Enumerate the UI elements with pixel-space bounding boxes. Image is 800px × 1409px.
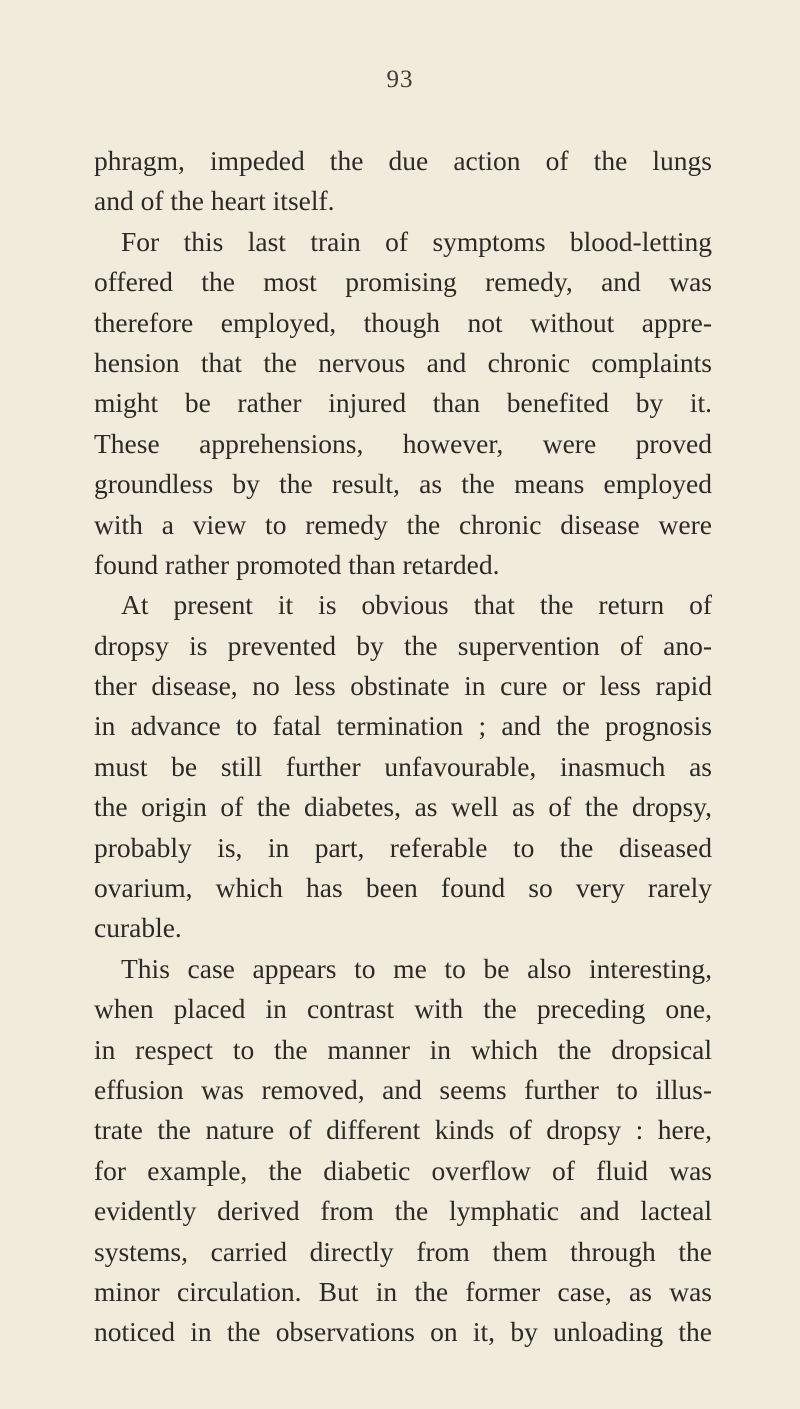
text-line: dropsy is prevented by the supervention of ano- (94, 629, 712, 661)
text-line: At present it is obvious that the return of (121, 589, 712, 621)
text-line: the origin of the diabetes, as well as of the dropsy, (94, 791, 712, 823)
text-line: ovarium, which has been found so very rarely (94, 872, 712, 904)
text-line: systems, carried directly from them through the (94, 1235, 712, 1267)
text-line: in advance to fatal termination ; and the prognosis (94, 710, 712, 742)
text-line: and of the heart itself. (94, 185, 335, 217)
text-line: hension that the nervous and chronic complaints (94, 346, 712, 378)
text-line: when placed in contrast with the preceding one, (94, 993, 712, 1025)
text-line: probably is, in part, referable to the diseased (94, 831, 712, 863)
text-line: for example, the diabetic overflow of fluid was (94, 1154, 712, 1186)
text-line: groundless by the result, as the means employed (94, 468, 712, 500)
text-line: phragm, impeded the due action of the lungs (94, 145, 712, 176)
text-line: must be still further unfavourable, inasmuch as (94, 750, 712, 782)
body-text (94, 141, 712, 1353)
text-line: noticed in the observations on it, by unloading the (94, 1316, 712, 1348)
text-line: This case appears to me to be also interesting, (121, 952, 712, 984)
text-line: found rather promoted than retarded. (94, 548, 500, 580)
text-line: might be rather injured than benefited by it. (94, 387, 712, 419)
text-line: therefore employed, though not without appre- (94, 306, 712, 338)
text-line: offered the most promising remedy, and was (94, 266, 712, 298)
text-line: These apprehensions, however, were proved (94, 427, 712, 459)
text-line: with a view to remedy the chronic disease were (94, 508, 712, 540)
text-line: For this last train of symptoms blood-letting (121, 225, 712, 257)
text-line: trate the nature of different kinds of dropsy : here, (94, 1114, 712, 1146)
text-line: ther disease, no less obstinate in cure or less rapid (94, 670, 712, 702)
text-line: curable. (94, 912, 182, 944)
text-line: in respect to the manner in which the dropsical (94, 1033, 712, 1065)
text-line: evidently derived from the lymphatic and lacteal (94, 1195, 712, 1227)
page-number: 93 (386, 66, 414, 93)
text-line: effusion was removed, and seems further to illus- (94, 1073, 712, 1105)
text-line: minor circulation. But in the former case, as was (94, 1275, 712, 1307)
